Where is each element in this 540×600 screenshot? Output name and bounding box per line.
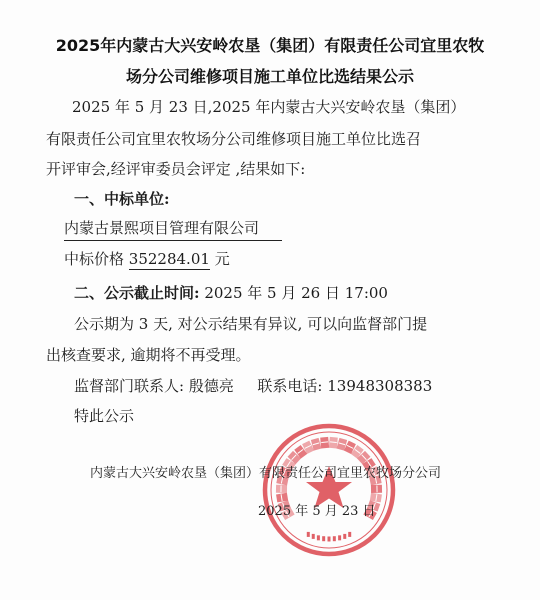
document-title-line-2: 场分公司维修项目施工单位比选结果公示 — [125, 67, 414, 86]
seal-bottom-marks — [307, 532, 351, 542]
company-seal-icon — [259, 420, 399, 560]
seal-glyph-mark — [276, 485, 287, 493]
intro-line-3: 开评审会,经评审委员会评定 ,结果如下: — [46, 160, 306, 178]
price-label: 中标价格 — [64, 250, 125, 268]
section-winner-heading: 一、中标单位: — [74, 190, 170, 208]
contact-line — [74, 375, 432, 396]
seal-serial-mark — [312, 534, 315, 539]
price-unit: 元 — [214, 250, 230, 268]
winning-company: 内蒙古景熙项目管理有限公司 — [64, 217, 282, 241]
seal-serial-mark — [322, 536, 325, 541]
intro-line-1: 2025 年 5 月 23 日,2025 年内蒙古大兴安岭农垦（集团） — [72, 98, 466, 116]
seal-serial-mark — [328, 537, 331, 542]
deadline-line — [74, 282, 388, 303]
contact-dept-name: 殷德亮 — [188, 377, 234, 395]
closing-text: 特此公示 — [74, 407, 135, 425]
seal-serial-mark — [348, 532, 351, 537]
price-value: 352284.01 — [128, 250, 210, 268]
contact-phone-label: 联系电话: — [257, 377, 323, 395]
contact-dept-label: 监督部门联系人: — [74, 377, 185, 395]
section-deadline-heading: 二、公示截止时间: — [74, 284, 200, 302]
intro-line-2: 有限责任公司宜里农牧场分公司维修项目施工单位比选召 — [46, 130, 422, 148]
seal-serial-mark — [333, 536, 336, 541]
seal-serial-mark — [317, 535, 320, 540]
notice-line-2: 出核查要求, 逾期将不再受理。 — [46, 346, 251, 364]
signature-date: 2025 年 5 月 23 日 — [258, 504, 376, 519]
signature-organization: 内蒙古大兴安岭农垦（集团）有限责任公司宜里农牧场分公司 — [90, 466, 442, 481]
seal-serial-mark — [307, 532, 310, 537]
notice-line-1: 公示期为 3 天, 对公示结果有异议, 可以向监督部门提 — [74, 315, 428, 333]
seal-serial-mark — [343, 534, 346, 539]
winning-price-line — [64, 248, 230, 269]
deadline-value: 2025 年 5 月 26 日 17:00 — [204, 284, 388, 302]
seal-serial-mark — [338, 535, 341, 540]
seal-glyph-mark — [329, 437, 338, 449]
seal-glyph-mark — [320, 437, 329, 449]
document-title-line-1: 2025年内蒙古大兴安岭农垦（集团）有限责任公司宜里农牧 — [55, 36, 485, 55]
contact-phone: 13948308383 — [327, 377, 433, 395]
seal-glyph-mark — [371, 485, 382, 493]
